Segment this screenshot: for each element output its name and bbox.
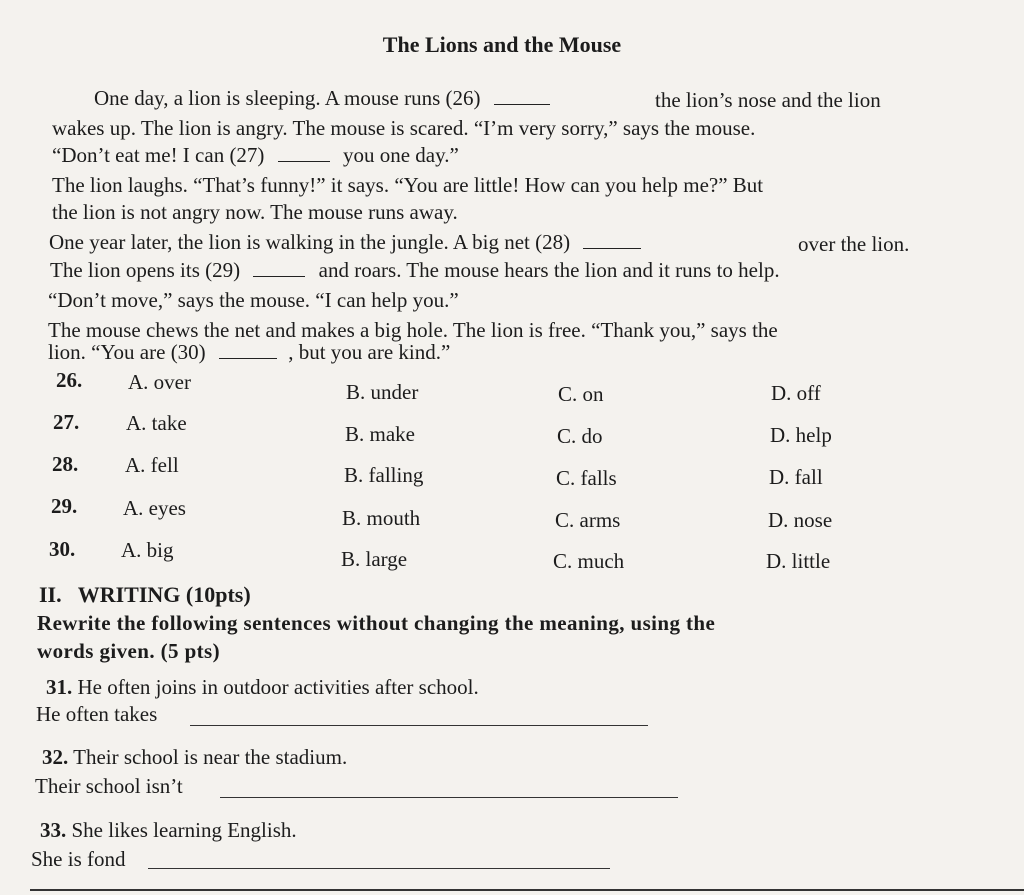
option-a: A. big — [121, 538, 174, 562]
option-c: C. falls — [556, 466, 617, 490]
page-title: The Lions and the Mouse — [382, 32, 622, 57]
answer-line-31[interactable] — [190, 725, 648, 726]
option-d: D. little — [766, 549, 831, 573]
option-a: A. eyes — [123, 496, 186, 520]
option-d: D. off — [771, 381, 821, 405]
option-c: C. do — [557, 424, 603, 448]
passage-line: over the lion. — [798, 232, 910, 256]
question-number: 29. — [51, 494, 78, 518]
answer-line-33[interactable] — [148, 868, 610, 869]
passage-line — [48, 340, 450, 365]
option-b: B. make — [345, 422, 415, 446]
blank-30 — [219, 344, 277, 359]
bottom-divider — [30, 889, 1024, 891]
option-d: D. fall — [769, 465, 823, 489]
option-a: A. over — [128, 370, 191, 394]
passage-line: The lion laughs. “That’s funny!” it says. “You are little! How can you help me?” But — [52, 173, 764, 197]
passage-line: “Don’t move,” says the mouse. “I can help you.” — [48, 288, 459, 312]
passage-line — [49, 230, 641, 255]
passage-line — [52, 143, 459, 168]
passage-line — [94, 86, 550, 111]
item-sentence: He often joins in outdoor activities after school. — [77, 675, 479, 699]
item-sentence: She likes learning English. — [71, 818, 297, 842]
blank-26 — [494, 90, 550, 105]
option-c: C. much — [553, 549, 625, 573]
passage-text: The lion opens its (29) — [50, 258, 241, 282]
section-heading: II. WRITING (10pts) — [39, 582, 251, 607]
option-b: B. under — [346, 380, 419, 404]
item-number: 32. — [42, 745, 69, 769]
writing-item — [46, 675, 479, 700]
passage-text: and roars. The mouse hears the lion and it runs to help. — [318, 258, 780, 282]
answer-line-32[interactable] — [220, 797, 678, 798]
passage-text: , but you are kind.” — [288, 340, 451, 364]
rewrite-prompt: He often takes — [36, 702, 158, 726]
writing-item — [42, 745, 347, 770]
passage-text: lion. “You are (30) — [48, 340, 206, 364]
passage-line — [50, 258, 780, 283]
passage-text: One day, a lion is sleeping. A mouse runs (26) — [94, 86, 481, 110]
option-d: D. help — [770, 423, 832, 447]
passage-line: the lion is not angry now. The mouse runs away. — [52, 200, 458, 224]
question-number: 27. — [53, 410, 80, 434]
writing-item — [40, 818, 297, 843]
option-d: D. nose — [768, 508, 833, 532]
passage-text: One year later, the lion is walking in the jungle. A big net (28) — [49, 230, 571, 254]
option-b: B. falling — [344, 463, 424, 487]
rewrite-prompt: Their school isn’t — [35, 774, 183, 798]
instruction-line: Rewrite the following sentences without changing the meaning, using the — [37, 611, 716, 635]
passage-text: you one day.” — [342, 143, 459, 167]
option-c: C. on — [558, 382, 604, 406]
blank-27 — [278, 147, 330, 162]
option-c: C. arms — [555, 508, 621, 532]
option-b: B. mouth — [342, 506, 421, 530]
option-b: B. large — [341, 547, 408, 571]
passage-line: the lion’s nose and the lion — [655, 88, 881, 112]
item-number: 31. — [46, 675, 73, 699]
item-number: 33. — [40, 818, 67, 842]
item-sentence: Their school is near the stadium. — [73, 745, 348, 769]
rewrite-prompt: She is fond — [31, 847, 126, 871]
instruction-line: words given. (5 pts) — [37, 639, 221, 663]
blank-29 — [253, 262, 305, 277]
option-a: A. take — [126, 411, 187, 435]
passage-text: “Don’t eat me! I can (27) — [52, 143, 265, 167]
passage-line: The mouse chews the net and makes a big hole. The lion is free. “Thank you,” says the — [48, 318, 778, 342]
option-a: A. fell — [125, 453, 179, 477]
question-number: 26. — [56, 368, 83, 392]
blank-28 — [583, 234, 641, 249]
passage-line: wakes up. The lion is angry. The mouse is scared. “I’m very sorry,” says the mouse. — [52, 116, 756, 140]
question-number: 30. — [49, 537, 76, 561]
question-number: 28. — [52, 452, 79, 476]
